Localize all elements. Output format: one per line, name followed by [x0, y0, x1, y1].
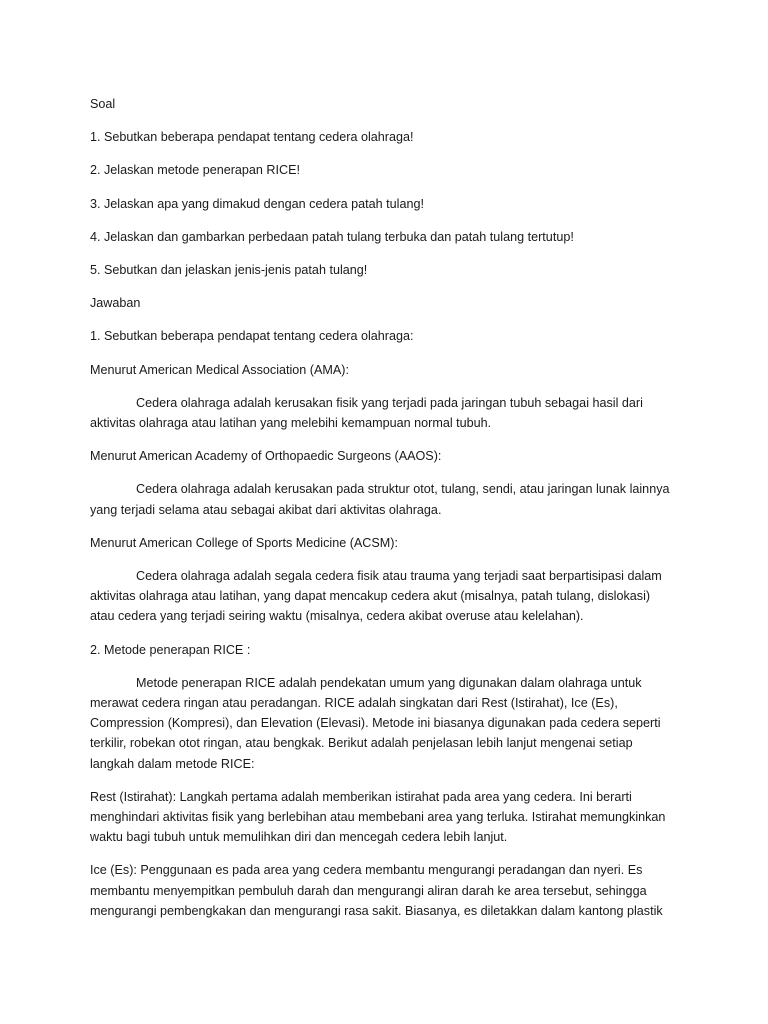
rest-paragraph: Rest (Istirahat): Langkah pertama adalah memberikan istirahat pada area yang cedera. Ini berarti menghindari aktivitas fisik yang berlebihan atau membebani area yang terluka. Istirahat memungkinkan waktu bagi tubuh untuk memulihkan diri dan mencegah cedera lebih lanjut. [90, 789, 666, 845]
question-2: 2. Jelaskan metode penerapan RICE! [90, 163, 301, 178]
answer-2-title: 2. Metode penerapan RICE : [90, 642, 251, 657]
question-4: 4. Jelaskan dan gambarkan perbedaan patah tulang terbuka dan patah tulang tertutup! [90, 229, 574, 244]
aaos-paragraph: Cedera olahraga adalah kerusakan pada struktur otot, tulang, sendi, atau jaringan lunak lainnya yang terjadi selama atau sebagai akibat dari aktivitas olahraga. [90, 482, 670, 517]
rice-intro-paragraph: Metode penerapan RICE adalah pendekatan umum yang digunakan dalam olahraga untuk merawat cedera ringan atau peradangan. RICE adalah singkatan dari Rest (Istirahat), Ice (Es), Compression (Kompresi), dan Elevation (Elevasi). Metode ini biasanya digunakan pada cedera seperti terkilir, robekan otot ringan, atau bengkak. Berikut adalah penjelasan lebih lanjut mengenai setiap langkah dalam metode RICE: [90, 675, 661, 771]
answer-1-title: 1. Sebutkan beberapa pendapat tentang cedera olahraga: [90, 329, 414, 344]
ice-paragraph: Ice (Es): Penggunaan es pada area yang cedera membantu mengurangi peradangan dan nyeri. Es membantu menyempitkan pembuluh darah dan mengurangi aliran darah ke area tersebut, sehingga mengurangi pembengkakan dan mengurangi rasa sakit. Biasanya, es diletakkan dalam kantong plastik [90, 863, 663, 918]
acsm-label: Menurut American College of Sports Medicine (ACSM): [90, 535, 398, 550]
question-1: 1. Sebutkan beberapa pendapat tentang cedera olahraga! [90, 130, 414, 145]
question-3: 3. Jelaskan apa yang dimakud dengan cedera patah tulang! [90, 196, 424, 211]
acsm-paragraph: Cedera olahraga adalah segala cedera fisik atau trauma yang terjadi saat berpartisipasi dalam aktivitas olahraga atau latihan, yang dapat mencakup cedera akut (misalnya, patah tulang, dislokasi) atau cedera yang terjadi seiring waktu (misalnya, cedera akibat overuse atau kelelahan). [90, 569, 662, 624]
question-5: 5. Sebutkan dan jelaskan jenis-jenis patah tulang! [90, 263, 368, 278]
aaos-label: Menurut American Academy of Orthopaedic Surgeons (AAOS): [90, 449, 442, 464]
ama-paragraph: Cedera olahraga adalah kerusakan fisik yang terjadi pada jaringan tubuh sebagai hasil dari aktivitas olahraga atau latihan yang melebihi kemampuan normal tubuh. [90, 395, 643, 431]
jawaban-heading: Jawaban [90, 296, 141, 311]
ama-label: Menurut American Medical Association (AMA): [90, 362, 349, 377]
soal-heading: Soal [90, 97, 116, 111]
